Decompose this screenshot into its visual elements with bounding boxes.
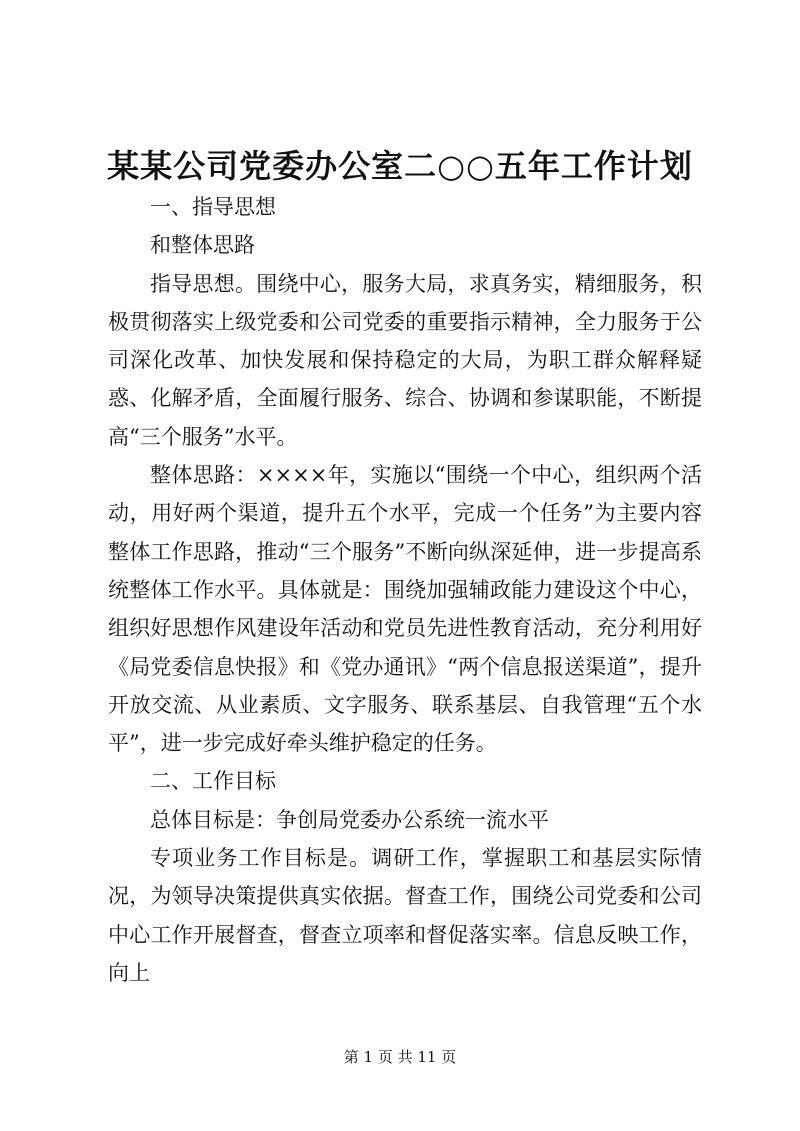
page-number-footer: 第 1 页 共 11 页 — [343, 1048, 457, 1066]
section-heading-continuation: 和整体思路 — [150, 233, 255, 258]
paragraph: 指导思想。围绕中心，服务大局，求真务实，精细服务，积极贯彻落实上级党委和公司党委的重要指示精神，全力服务于公司深化改革、加快发展和保持稳定的大局，为职工群众解释疑惑、化解矛盾，全面履行服务、综合、协调和参谋职能，不断提高“三个服务”水平。 — [108, 271, 702, 449]
document-body — [108, 188, 702, 992]
paragraph: 总体目标是：争创局党委办公系统一流水平 — [150, 807, 549, 832]
section-heading: 一、指导思想 — [150, 195, 276, 219]
section-heading: 二、工作目标 — [150, 769, 276, 794]
paragraph: 整体思路：××××年，实施以“围绕一个中心，组织两个活动，用好两个渠道，提升五个水平，完成一个任务”为主要内容整体工作思路，推动“三个服务”不断向纵深延伸，进一步提高系统整体工作水平。具体就是：围绕加强辅政能力建设这个中心，组织好思想作风建设年活动和党员先进性教育活动，充分利用好《局党委信息快报》和《党办通讯》“两个信息报送渠道”，提升开放交流、从业素质、文字服务、联系基层、自我管理“五个水平”，进一步完成好牵头维护稳定的任务。 — [108, 463, 702, 756]
document-title: 某某公司党委办公室二○○五年工作计划 — [107, 147, 693, 185]
paragraph: 专项业务工作目标是。调研工作，掌握职工和基层实际情况，为领导决策提供真实依据。督查工作，围绕公司党委和公司中心工作开展督查，督查立项率和督促落实率。信息反映工作，向上 — [108, 846, 702, 985]
